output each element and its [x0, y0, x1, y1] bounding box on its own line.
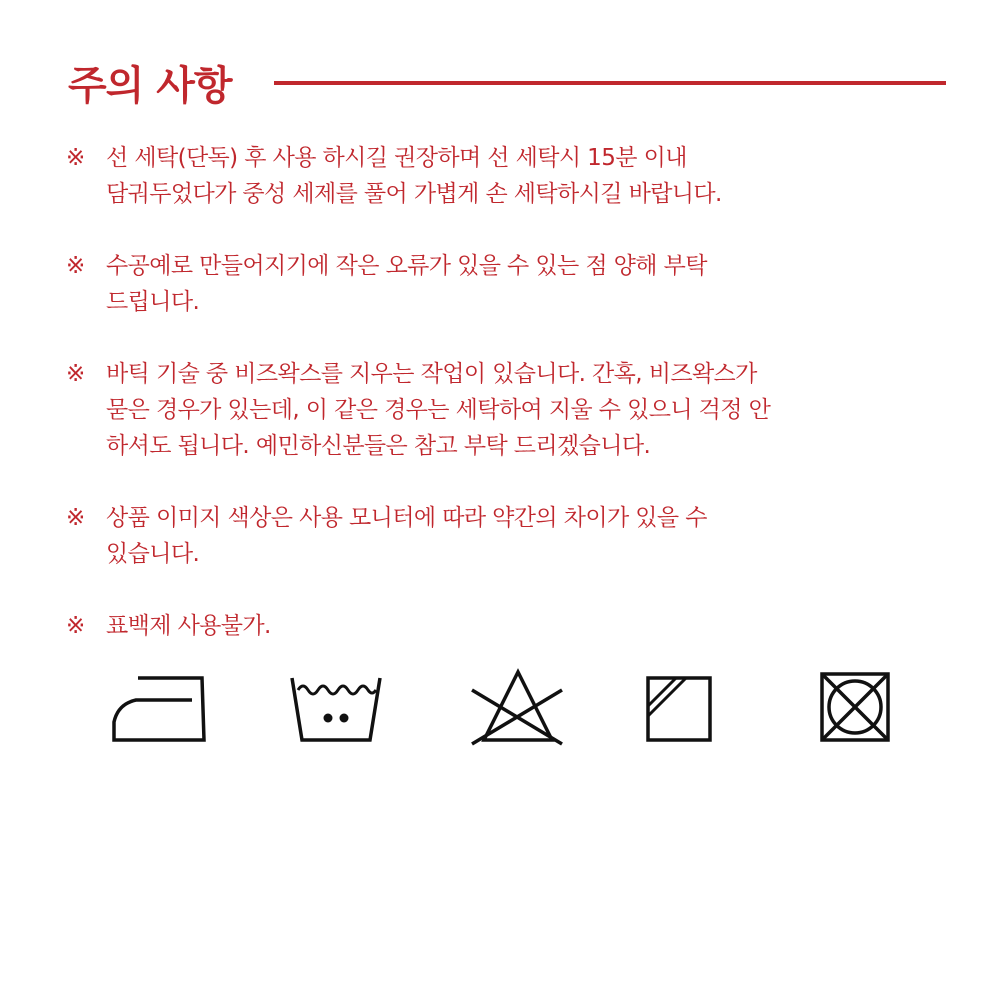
note-line: 수공예로 만들어지기에 작은 오류가 있을 수 있는 점 양해 부탁 — [106, 253, 707, 279]
no-tumble-dry-icon — [812, 660, 902, 750]
note-line: 바틱 기술 중 비즈왁스를 지우는 작업이 있습니다. 간혹, 비즈왁스가 — [106, 361, 757, 387]
note-line: 있습니다. — [106, 541, 200, 567]
iron-icon — [110, 660, 210, 750]
note-mark: ※ — [66, 253, 85, 279]
no-bleach-icon — [466, 660, 570, 750]
note-line: 하셔도 됩니다. 예민하신분들은 참고 부탁 드리겠습니다. — [106, 433, 651, 459]
note-item — [66, 140, 946, 212]
note-item — [66, 500, 946, 572]
header — [68, 58, 948, 118]
title-divider — [274, 81, 946, 85]
note-line: 선 세탁(단독) 후 사용 하시길 권장하며 선 세탁시 15분 이내 — [106, 145, 687, 171]
note-mark: ※ — [66, 613, 85, 639]
page-title: 주의 사항 — [68, 63, 232, 109]
note-mark: ※ — [66, 505, 85, 531]
drip-dry-shade-icon — [640, 660, 730, 750]
note-line: 담궈두었다가 중성 세제를 풀어 가볍게 손 세탁하시길 바랍니다. — [106, 181, 722, 207]
note-line: 묻은 경우가 있는데, 이 같은 경우는 세탁하여 지울 수 있으니 걱정 안 — [106, 397, 771, 423]
care-notes — [66, 140, 946, 680]
note-mark: ※ — [66, 361, 85, 387]
hand-wash-icon — [288, 660, 388, 750]
note-line: 표백제 사용불가. — [106, 613, 271, 639]
note-item — [66, 248, 946, 320]
care-icons — [100, 660, 920, 760]
note-mark: ※ — [66, 145, 85, 171]
note-item — [66, 608, 946, 644]
note-line: 드립니다. — [106, 289, 200, 315]
note-item — [66, 356, 946, 464]
note-line: 상품 이미지 색상은 사용 모니터에 따라 약간의 차이가 있을 수 — [106, 505, 707, 531]
